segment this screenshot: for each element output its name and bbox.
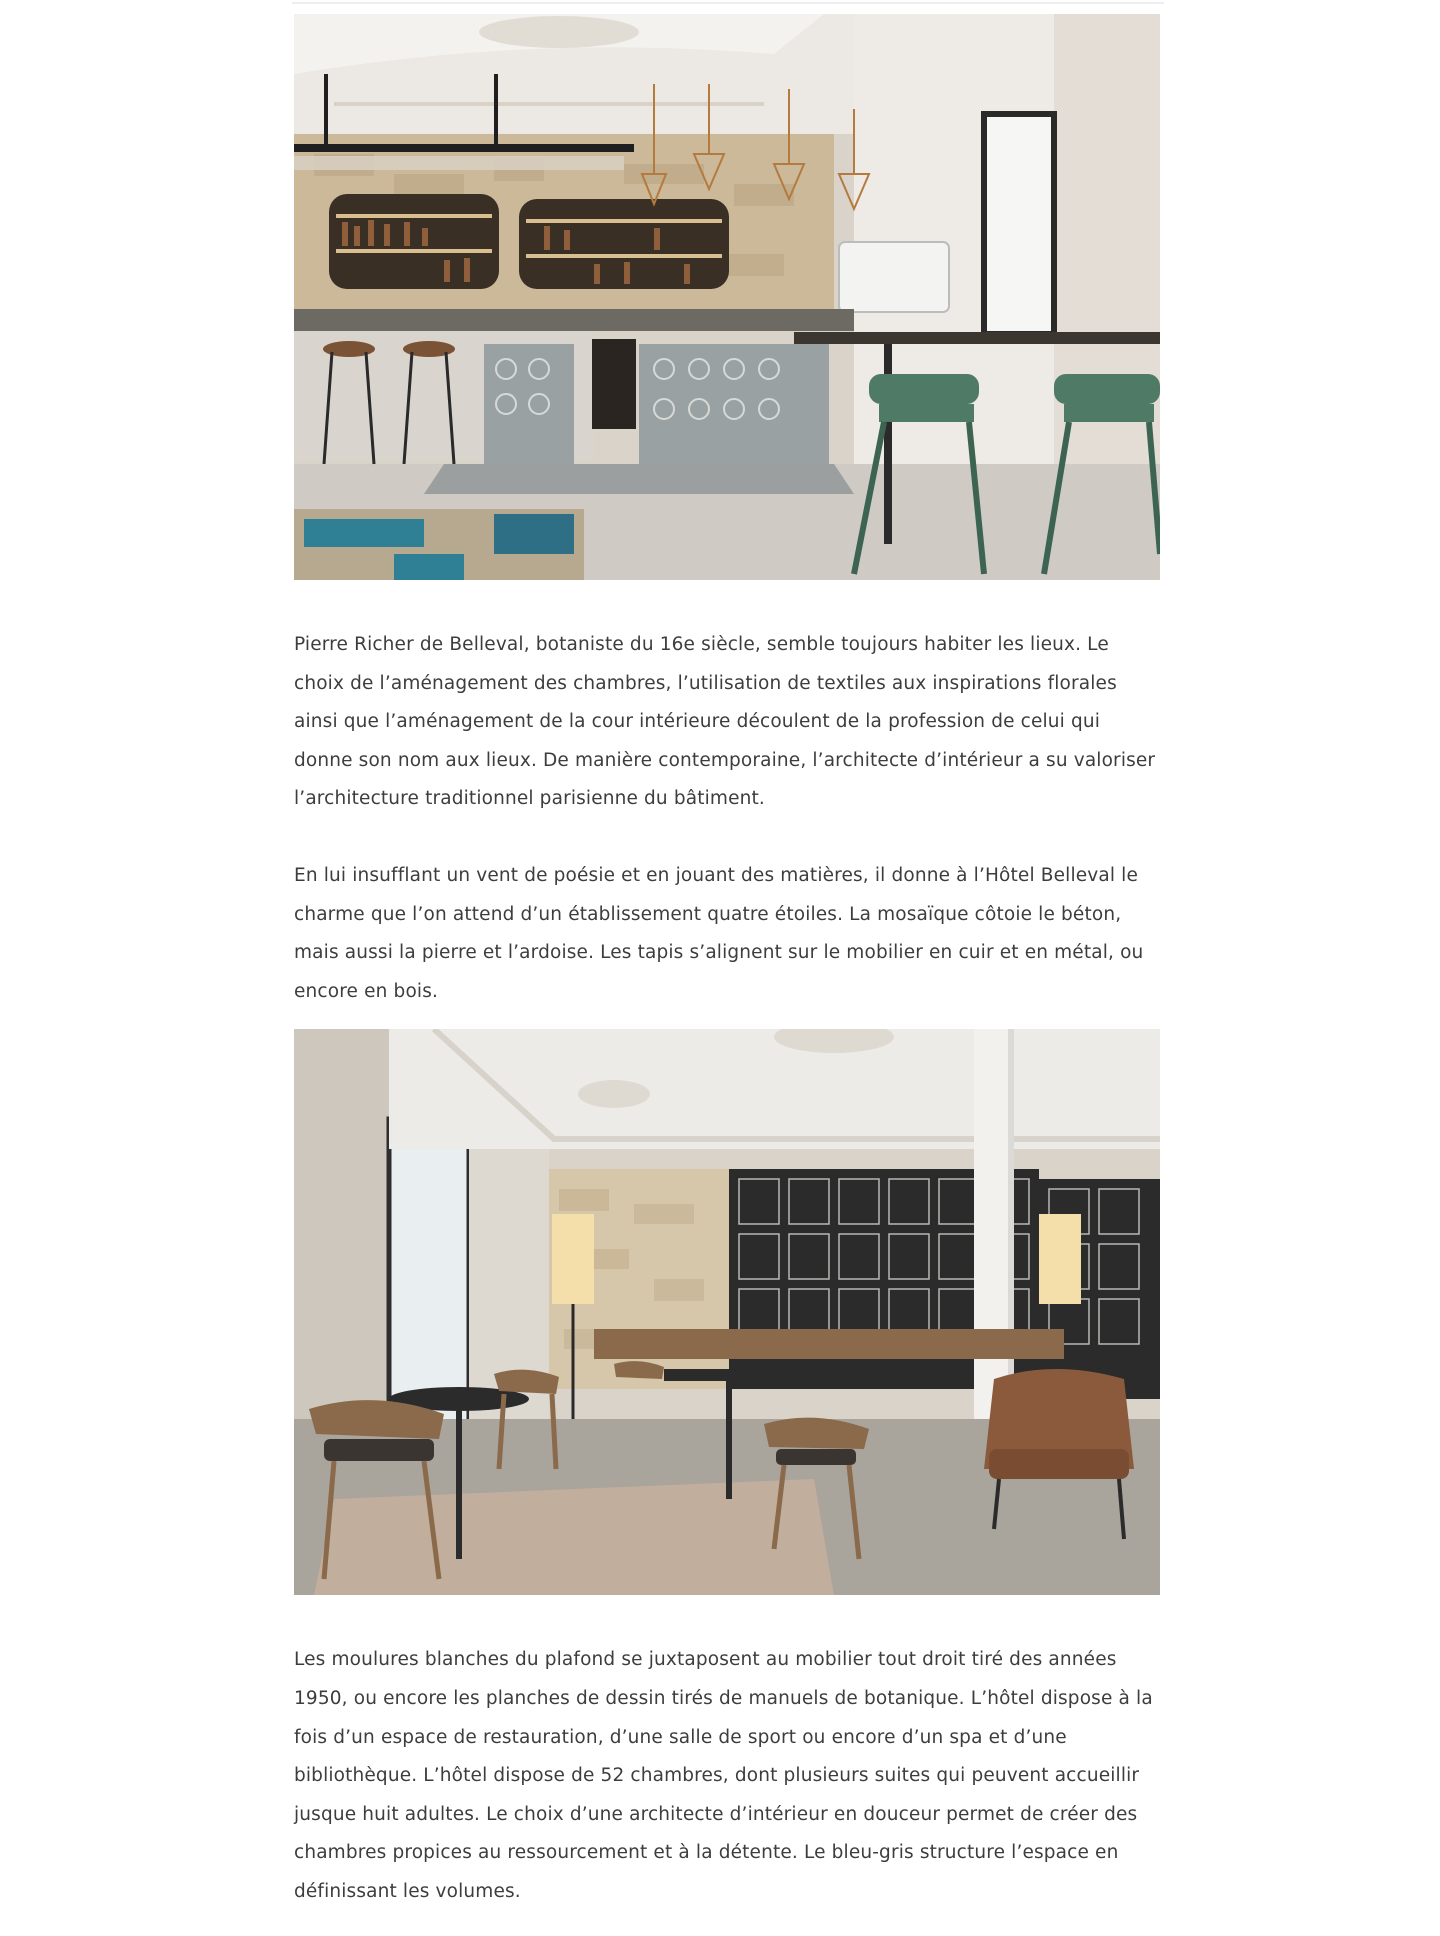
paragraph-2: En lui insufflant un vent de poésie et en jouant des matières, il donne à l’Hôtel Belleval le charme que l’on attend d’un établissement quatre étoiles. La mosaïque côtoie le béton, mais aussi la pierre et l’ardoise. Les tapis s’alignent sur le mobilier en cuir et en métal, ou encore en bois. <box>294 864 1144 1002</box>
bar-counter-photo <box>294 14 1160 580</box>
paragraph-3: Les moulures blanches du plafond se juxtaposent au mobilier tout droit tiré des années 1950, ou encore les planches de dessin tirés de manuels de botanique. L’hôtel dispose à la fois d’un espace de restauration, d’une salle de sport ou encore d’un spa et d’une bibliothèque. L’hôtel dispose de 52 chambres, dont plusieurs suites qui peuvent accueillir jusque huit adultes. Le choix d’une architecte d’intérieur en douceur permet de créer des chambres propices au ressourcement et à la détente. Le bleu-gris structure l’espace en définissant les volumes. <box>294 1649 1153 1902</box>
bar-photo-illustration <box>294 14 1160 580</box>
dining-room-photo <box>294 1029 1160 1595</box>
top-divider <box>292 2 1164 4</box>
paragraph-1: Pierre Richer de Belleval, botaniste du 16e siècle, semble toujours habiter les lieux. Le choix de l’aménagement des chambres, l’utilisation de textiles aux inspirations florales ainsi que l’aménagement de la cour intérieure découlent de la profession de celui qui donne son nom aux lieux. De manière contemporaine, l’architecte d’intérieur a su valoriser l’architecture traditionnel parisienne du bâtiment. <box>294 634 1156 810</box>
article-body <box>294 14 1160 1912</box>
dining-photo-illustration <box>294 1029 1160 1595</box>
